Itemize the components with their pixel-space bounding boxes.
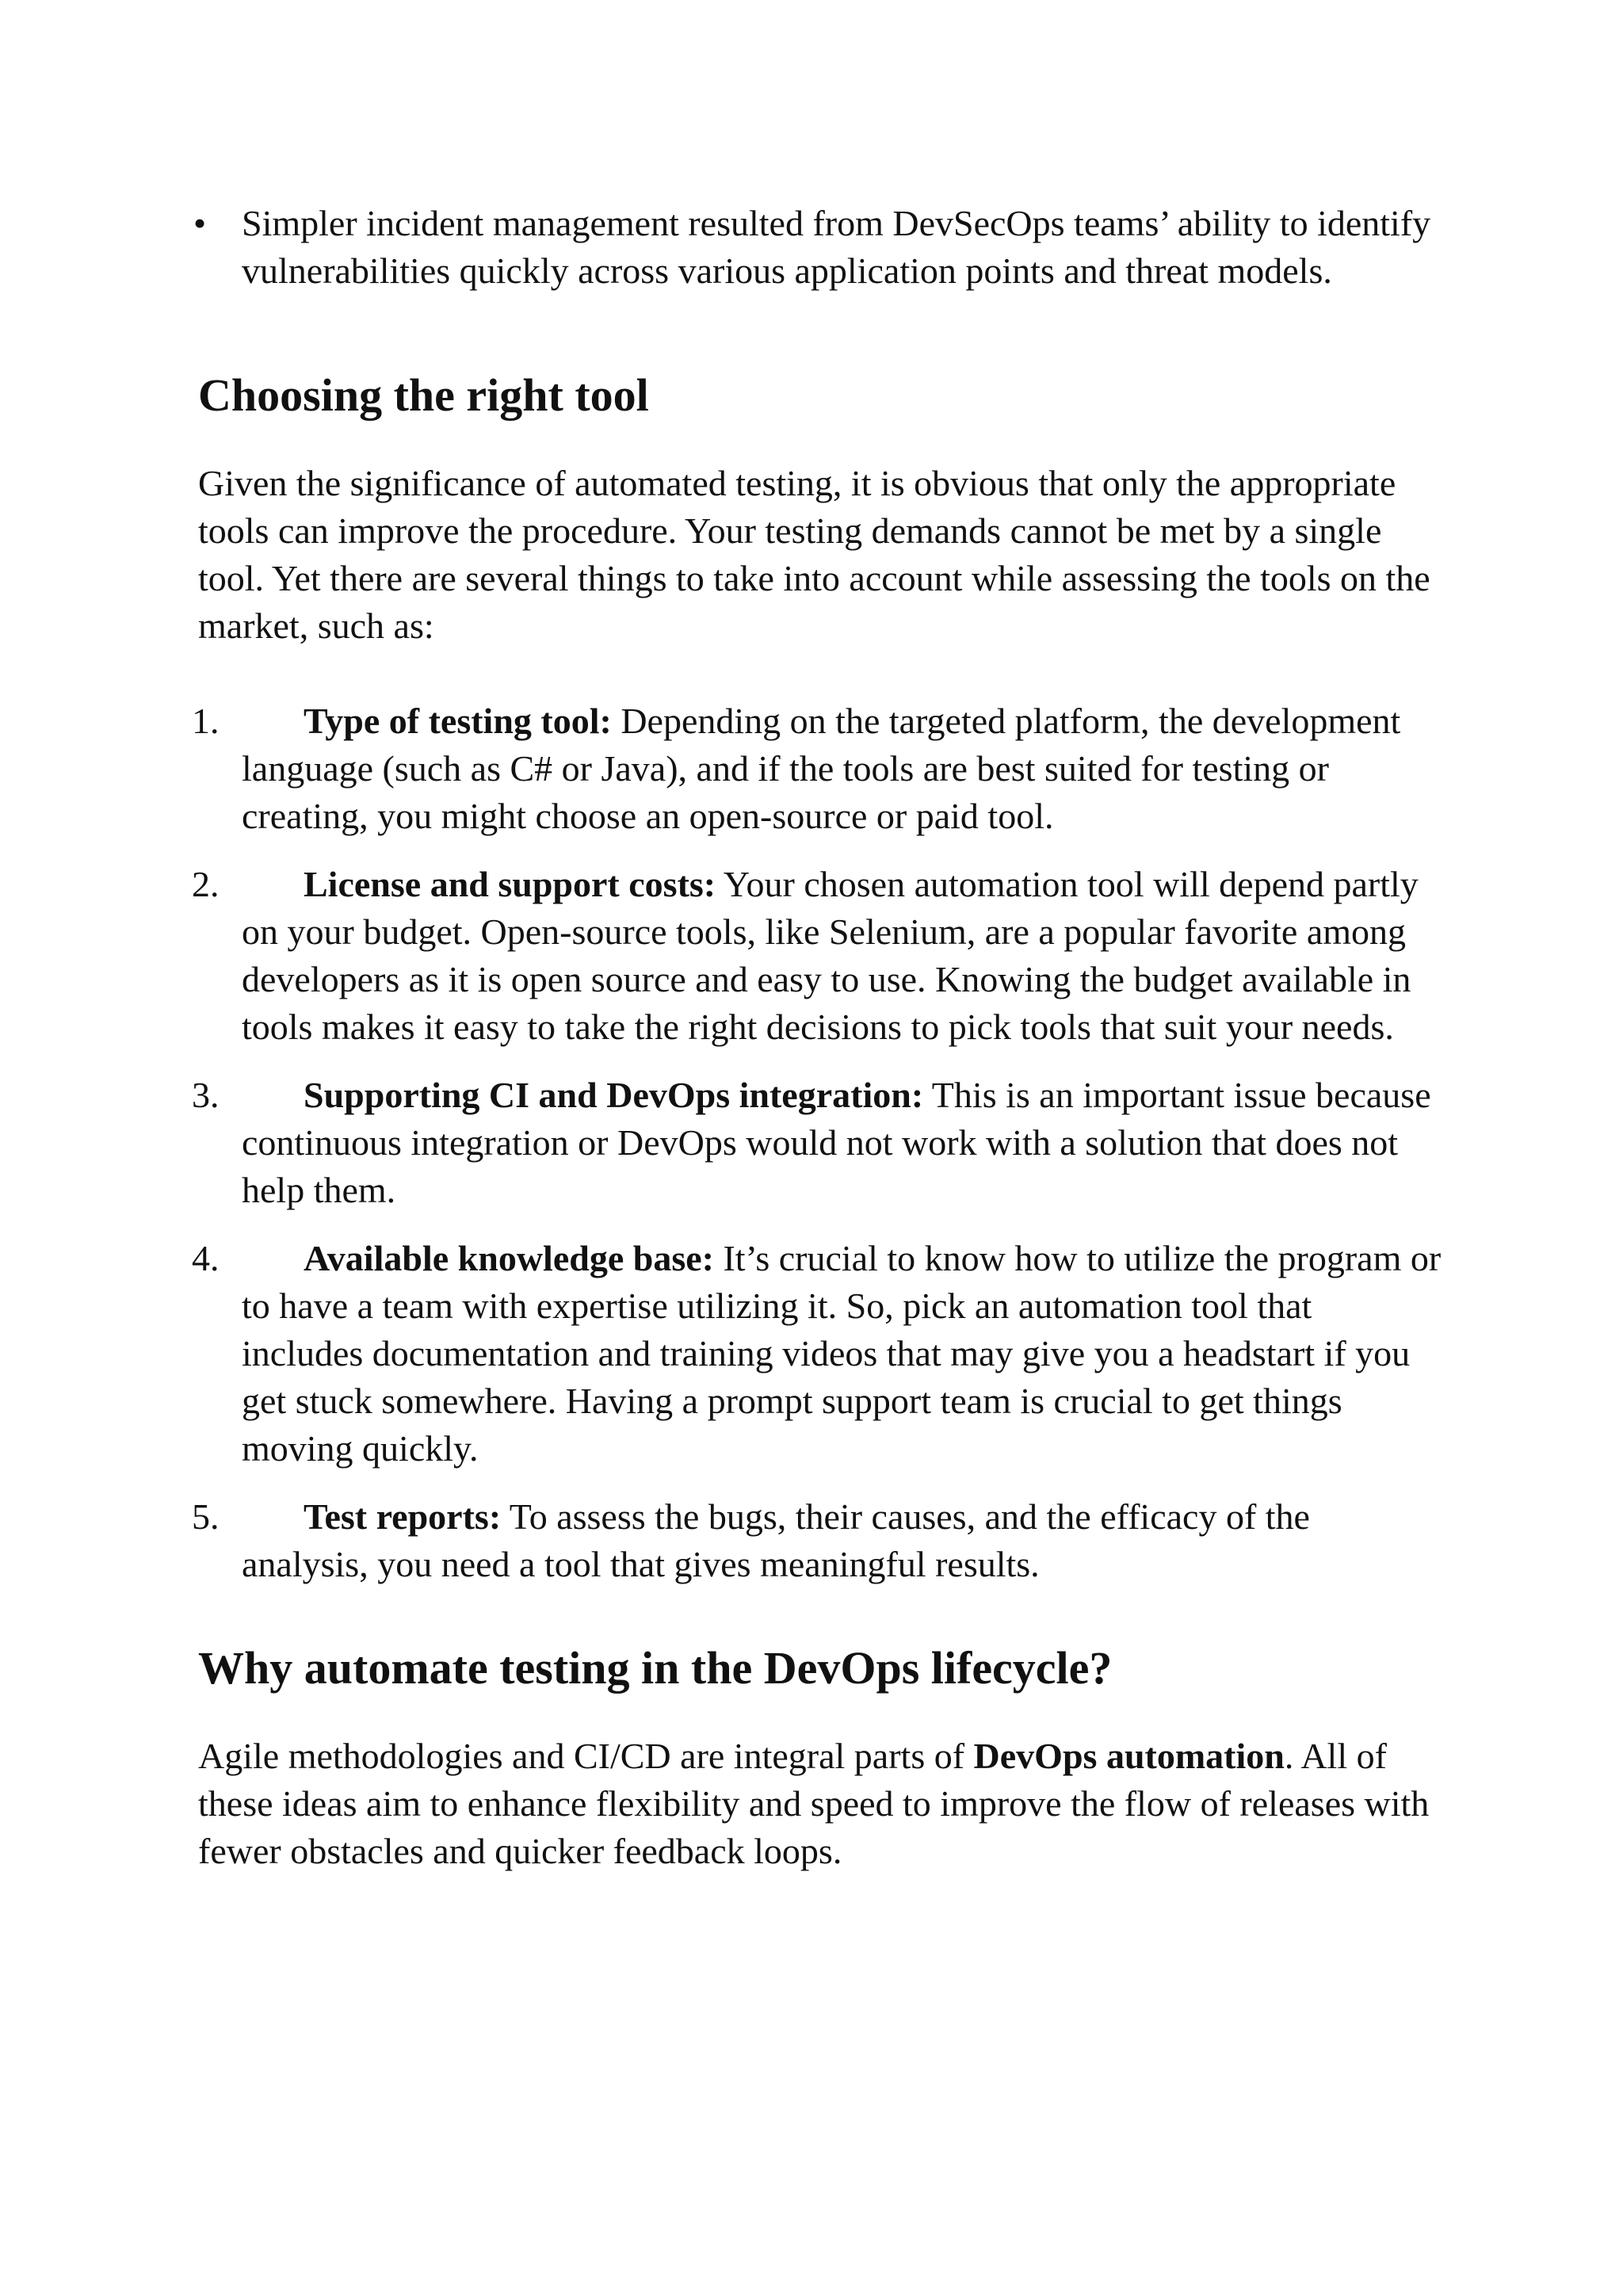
list-item-title: Available knowledge base: — [304, 1238, 714, 1278]
list-item-text: Your chosen automation tool will depend partly on your budget. Open-source tools, like Selenium, are a popular favorite among developers as it is open source and easy to use. Knowing the budget available in tools makes it easy to take the right decisions to pick tools that suit your needs. — [242, 864, 1419, 1047]
paragraph-why-automate — [198, 1733, 1442, 1875]
paragraph-text-after: . All of these ideas aim to enhance flexibility and speed to improve the flow of releases with fewer obstacles and quicker feedback loops. — [198, 1736, 1430, 1871]
bullet-dot-icon: • — [193, 203, 207, 243]
list-item — [192, 1072, 1442, 1214]
list-number: 4. — [192, 1238, 220, 1278]
list-item — [192, 1493, 1442, 1588]
paragraph-text-before: Agile methodologies and CI/CD are integral parts of — [198, 1736, 974, 1776]
list-number: 1. — [192, 701, 220, 741]
bullet-item — [193, 200, 1442, 295]
list-number: 3. — [192, 1075, 220, 1115]
list-item — [192, 697, 1442, 840]
list-number: 5. — [192, 1496, 220, 1537]
list-item-title: Supporting CI and DevOps integration: — [304, 1075, 924, 1115]
document-content — [192, 200, 1442, 1875]
list-item-text: This is an important issue because continuous integration or DevOps would not work with a solution that does not help them. — [242, 1075, 1431, 1210]
paragraph-choosing-intro: Given the significance of automated testing, it is obvious that only the appropriate tools can improve the procedure. Your testing demands cannot be met by a single tool. Yet there are several things to take into account while assessing the tools on the market, such as: — [198, 463, 1430, 646]
bullet-list — [193, 200, 1442, 295]
numbered-list — [192, 697, 1442, 1588]
paragraph-bold-term: DevOps automation — [973, 1736, 1285, 1776]
list-item — [192, 861, 1442, 1051]
list-item-text: It’s crucial to know how to utilize the program or to have a team with expertise utilizing it. So, pick an automation tool that includes documentation and training videos that may give you a headstart if you get stuck somewhere. Having a prompt support team is crucial to get things moving quickly. — [242, 1238, 1442, 1469]
heading-choosing-right-tool: Choosing the right tool — [198, 369, 649, 421]
heading-why-automate: Why automate testing in the DevOps lifecycle? — [198, 1642, 1113, 1694]
list-number: 2. — [192, 864, 220, 904]
list-item-text: To assess the bugs, their causes, and the efficacy of the analysis, you need a tool that gives meaningful results. — [242, 1496, 1310, 1584]
list-item-title: Type of testing tool: — [304, 701, 612, 741]
bullet-text: Simpler incident management resulted from DevSecOps teams’ ability to identify vulnerabilities quickly across various application points and threat models. — [242, 203, 1431, 291]
list-item-title: Test reports: — [304, 1496, 502, 1537]
list-item-text: Depending on the targeted platform, the development language (such as C# or Java), and if the tools are best suited for testing or creating, you might choose an open-source or paid tool. — [242, 701, 1401, 836]
list-item — [192, 1235, 1442, 1473]
list-item-title: License and support costs: — [304, 864, 716, 904]
